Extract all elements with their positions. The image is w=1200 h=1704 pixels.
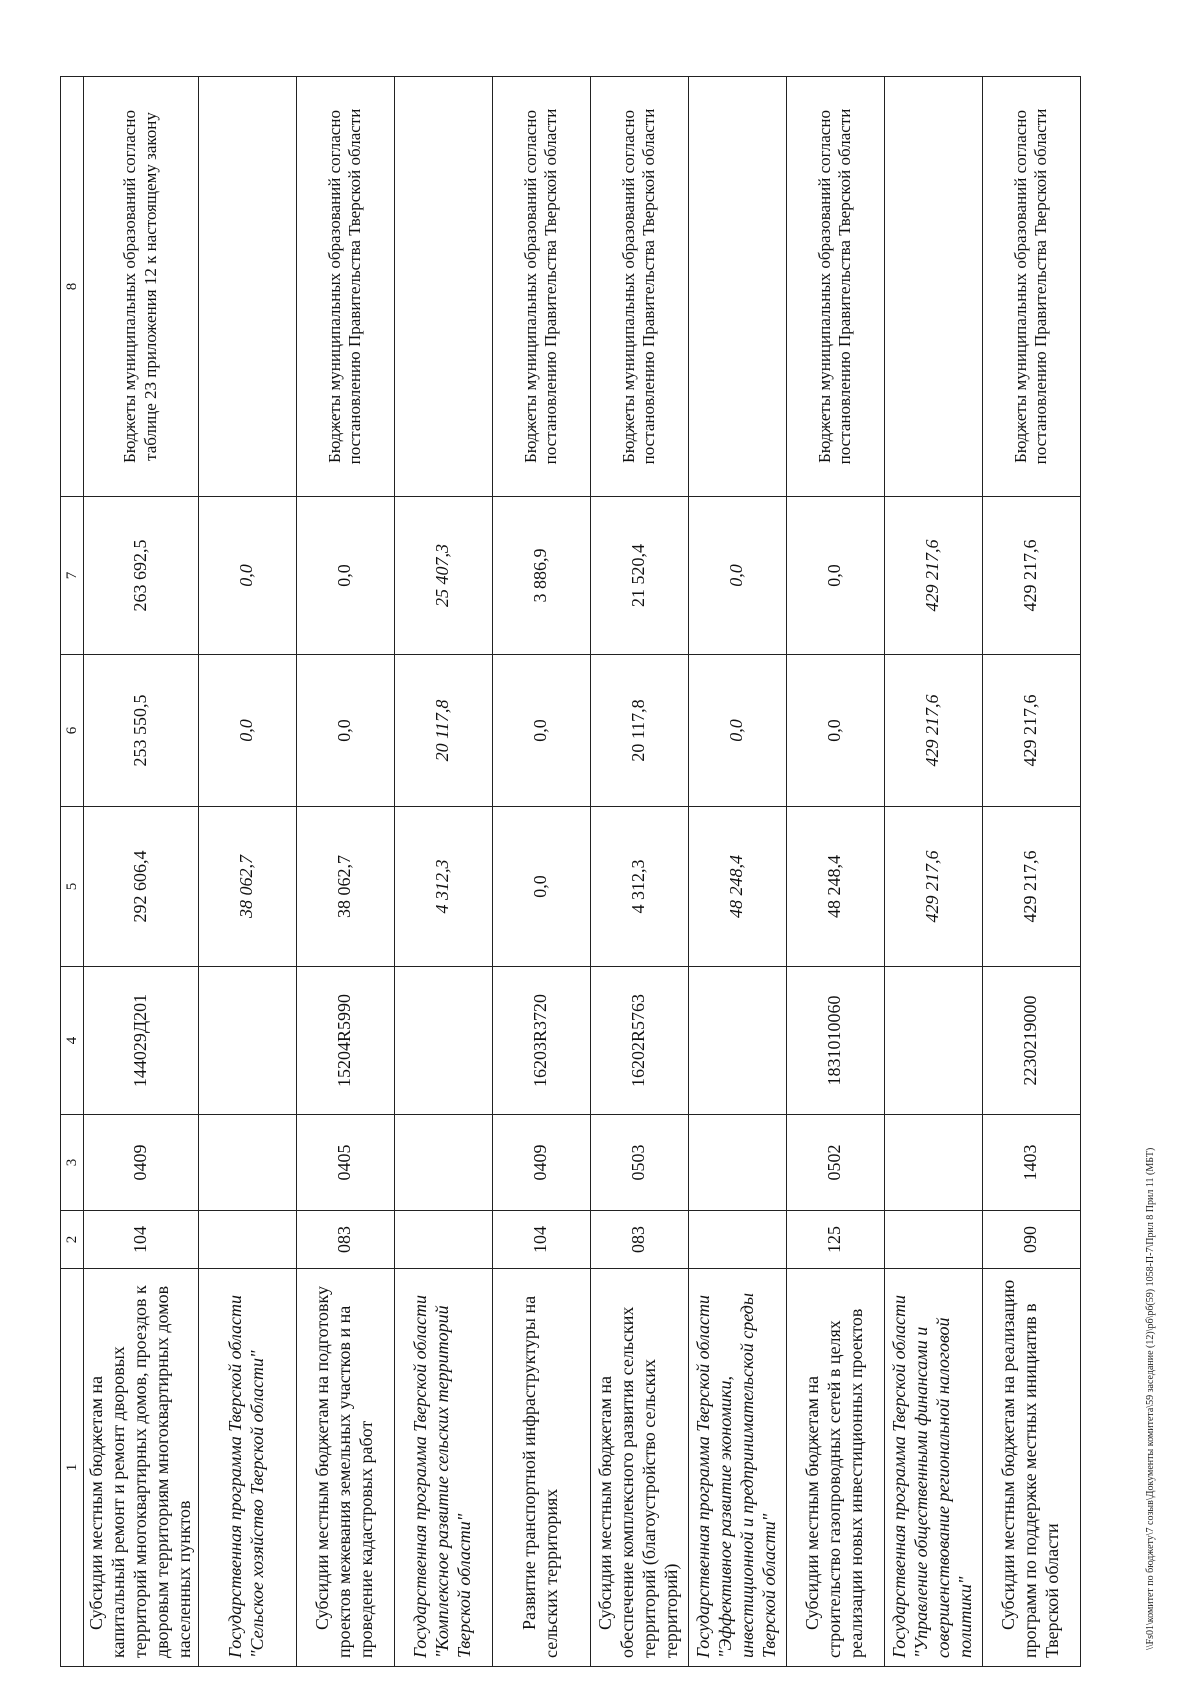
- recipient-note: [394, 77, 492, 497]
- row-name: Субсидии местным бюджетам на строительство газопроводных сетей в целях реализации новых инвестиционных проектов: [786, 1269, 884, 1667]
- row-name: Субсидии местным бюджетам на капитальный ремонт и ремонт дворовых территорий многоквартирных домов, проездов к дворовым территориям многоквартирных домов населенных пунктов: [84, 1269, 199, 1667]
- recipient-note: [884, 77, 982, 497]
- col-header-8: 8: [61, 77, 84, 497]
- section-code: 0409: [84, 1115, 199, 1211]
- recipient-note: Бюджеты муниципальных образований согласно постановлению Правительства Тверской области: [786, 77, 884, 497]
- amount-col6: 429 217,6: [884, 655, 982, 807]
- admin-code: 083: [296, 1211, 394, 1269]
- target-code: [688, 967, 786, 1115]
- amount-col6: 0,0: [296, 655, 394, 807]
- recipient-note: Бюджеты муниципальных образований согласно постановлению Правительства Тверской области: [492, 77, 590, 497]
- section-code: 0409: [492, 1115, 590, 1211]
- target-code: 2230219000: [982, 967, 1080, 1115]
- table-row: [688, 77, 786, 1667]
- amount-col5: 4 312,3: [590, 807, 688, 967]
- table-row: [786, 77, 884, 1667]
- amount-col7: 25 407,3: [394, 497, 492, 655]
- amount-col7: 0,0: [198, 497, 296, 655]
- row-name: Субсидии местным бюджетам на реализацию программ по поддержке местных инициатив в Тверской области: [982, 1269, 1080, 1667]
- section-code: 1403: [982, 1115, 1080, 1211]
- col-header-4: 4: [61, 967, 84, 1115]
- admin-code: [688, 1211, 786, 1269]
- amount-col5: 48 248,4: [688, 807, 786, 967]
- admin-code: 104: [84, 1211, 199, 1269]
- section-code: 0405: [296, 1115, 394, 1211]
- recipient-note: Бюджеты муниципальных образований согласно постановлению Правительства Тверской области: [590, 77, 688, 497]
- amount-col6: 20 117,8: [394, 655, 492, 807]
- rotated-page: [60, 77, 1100, 1667]
- recipient-note: [198, 77, 296, 497]
- target-code: 16202R5763: [590, 967, 688, 1115]
- col-header-3: 3: [61, 1115, 84, 1211]
- admin-code: [394, 1211, 492, 1269]
- table-row: [884, 77, 982, 1667]
- section-code: [394, 1115, 492, 1211]
- amount-col5: 38 062,7: [198, 807, 296, 967]
- amount-col7: 21 520,4: [590, 497, 688, 655]
- section-code: 0503: [590, 1115, 688, 1211]
- amount-col7: 263 692,5: [84, 497, 199, 655]
- table-row: [198, 77, 296, 1667]
- amount-col7: 0,0: [786, 497, 884, 655]
- table-row: [296, 77, 394, 1667]
- amount-col6: 20 117,8: [590, 655, 688, 807]
- table-row: [590, 77, 688, 1667]
- target-code: 16203R3720: [492, 967, 590, 1115]
- section-code: [688, 1115, 786, 1211]
- amount-col5: 38 062,7: [296, 807, 394, 967]
- target-code: 144029Д201: [84, 967, 199, 1115]
- row-name: Субсидии местным бюджетам на подготовку проектов межевания земельных участков и на проведение кадастровых работ: [296, 1269, 394, 1667]
- section-code: [198, 1115, 296, 1211]
- row-name: Государственная программа Тверской области "Комплексное развитие сельских территорий Тверской области": [394, 1269, 492, 1667]
- row-name: Государственная программа Тверской области "Сельское хозяйство Тверской области": [198, 1269, 296, 1667]
- target-code: 15204R5990: [296, 967, 394, 1115]
- amount-col5: 292 606,4: [84, 807, 199, 967]
- target-code: 1831010060: [786, 967, 884, 1115]
- section-code: [884, 1115, 982, 1211]
- amount-col6: 253 550,5: [84, 655, 199, 807]
- recipient-note: Бюджеты муниципальных образований согласно таблице 23 приложения 12 к настоящему закону: [84, 77, 199, 497]
- amount-col7: 429 217,6: [982, 497, 1080, 655]
- target-code: [884, 967, 982, 1115]
- admin-code: 104: [492, 1211, 590, 1269]
- row-name: Государственная программа Тверской области "Эффективное развитие экономики, инвестиционной и предпринимательской среды Тверской области": [688, 1269, 786, 1667]
- col-header-6: 6: [61, 655, 84, 807]
- admin-code: 125: [786, 1211, 884, 1269]
- target-code: [198, 967, 296, 1115]
- amount-col5: 429 217,6: [982, 807, 1080, 967]
- amount-col6: 429 217,6: [982, 655, 1080, 807]
- amount-col6: 0,0: [786, 655, 884, 807]
- file-path-footer: \\Fs01\комитет по бюджету\7 созыв\Документы комитета\59 заседание (12)\рб\рб(59) 1058-П-7\Прил 8 Прил 11 (МБТ): [1145, 1147, 1156, 1650]
- col-header-2: 2: [61, 1211, 84, 1269]
- target-code: [394, 967, 492, 1115]
- amount-col5: 4 312,3: [394, 807, 492, 967]
- recipient-note: Бюджеты муниципальных образований согласно постановлению Правительства Тверской области: [982, 77, 1080, 497]
- col-header-5: 5: [61, 807, 84, 967]
- row-name: Субсидии местным бюджетам на обеспечение комплексного развития сельских территорий (благоустройство сельских территорий): [590, 1269, 688, 1667]
- col-header-1: 1: [61, 1269, 84, 1667]
- admin-code: [198, 1211, 296, 1269]
- header-row: [61, 77, 84, 1667]
- admin-code: 083: [590, 1211, 688, 1269]
- amount-col7: 3 886,9: [492, 497, 590, 655]
- amount-col6: 0,0: [198, 655, 296, 807]
- amount-col7: 0,0: [688, 497, 786, 655]
- row-name: Развитие транспортной инфраструктуры на сельских территориях: [492, 1269, 590, 1667]
- amount-col7: 0,0: [296, 497, 394, 655]
- amount-col5: 0,0: [492, 807, 590, 967]
- table-row: [982, 77, 1080, 1667]
- row-name: Государственная программа Тверской области "Управление общественными финансами и совершенствование региональной налоговой политики": [884, 1269, 982, 1667]
- subsidies-table: [60, 76, 1081, 1667]
- amount-col6: 0,0: [688, 655, 786, 807]
- table-row: [84, 77, 199, 1667]
- admin-code: 090: [982, 1211, 1080, 1269]
- admin-code: [884, 1211, 982, 1269]
- amount-col6: 0,0: [492, 655, 590, 807]
- section-code: 0502: [786, 1115, 884, 1211]
- table-row: [492, 77, 590, 1667]
- table-row: [394, 77, 492, 1667]
- amount-col7: 429 217,6: [884, 497, 982, 655]
- recipient-note: Бюджеты муниципальных образований согласно постановлению Правительства Тверской области: [296, 77, 394, 497]
- col-header-7: 7: [61, 497, 84, 655]
- amount-col5: 429 217,6: [884, 807, 982, 967]
- amount-col5: 48 248,4: [786, 807, 884, 967]
- recipient-note: [688, 77, 786, 497]
